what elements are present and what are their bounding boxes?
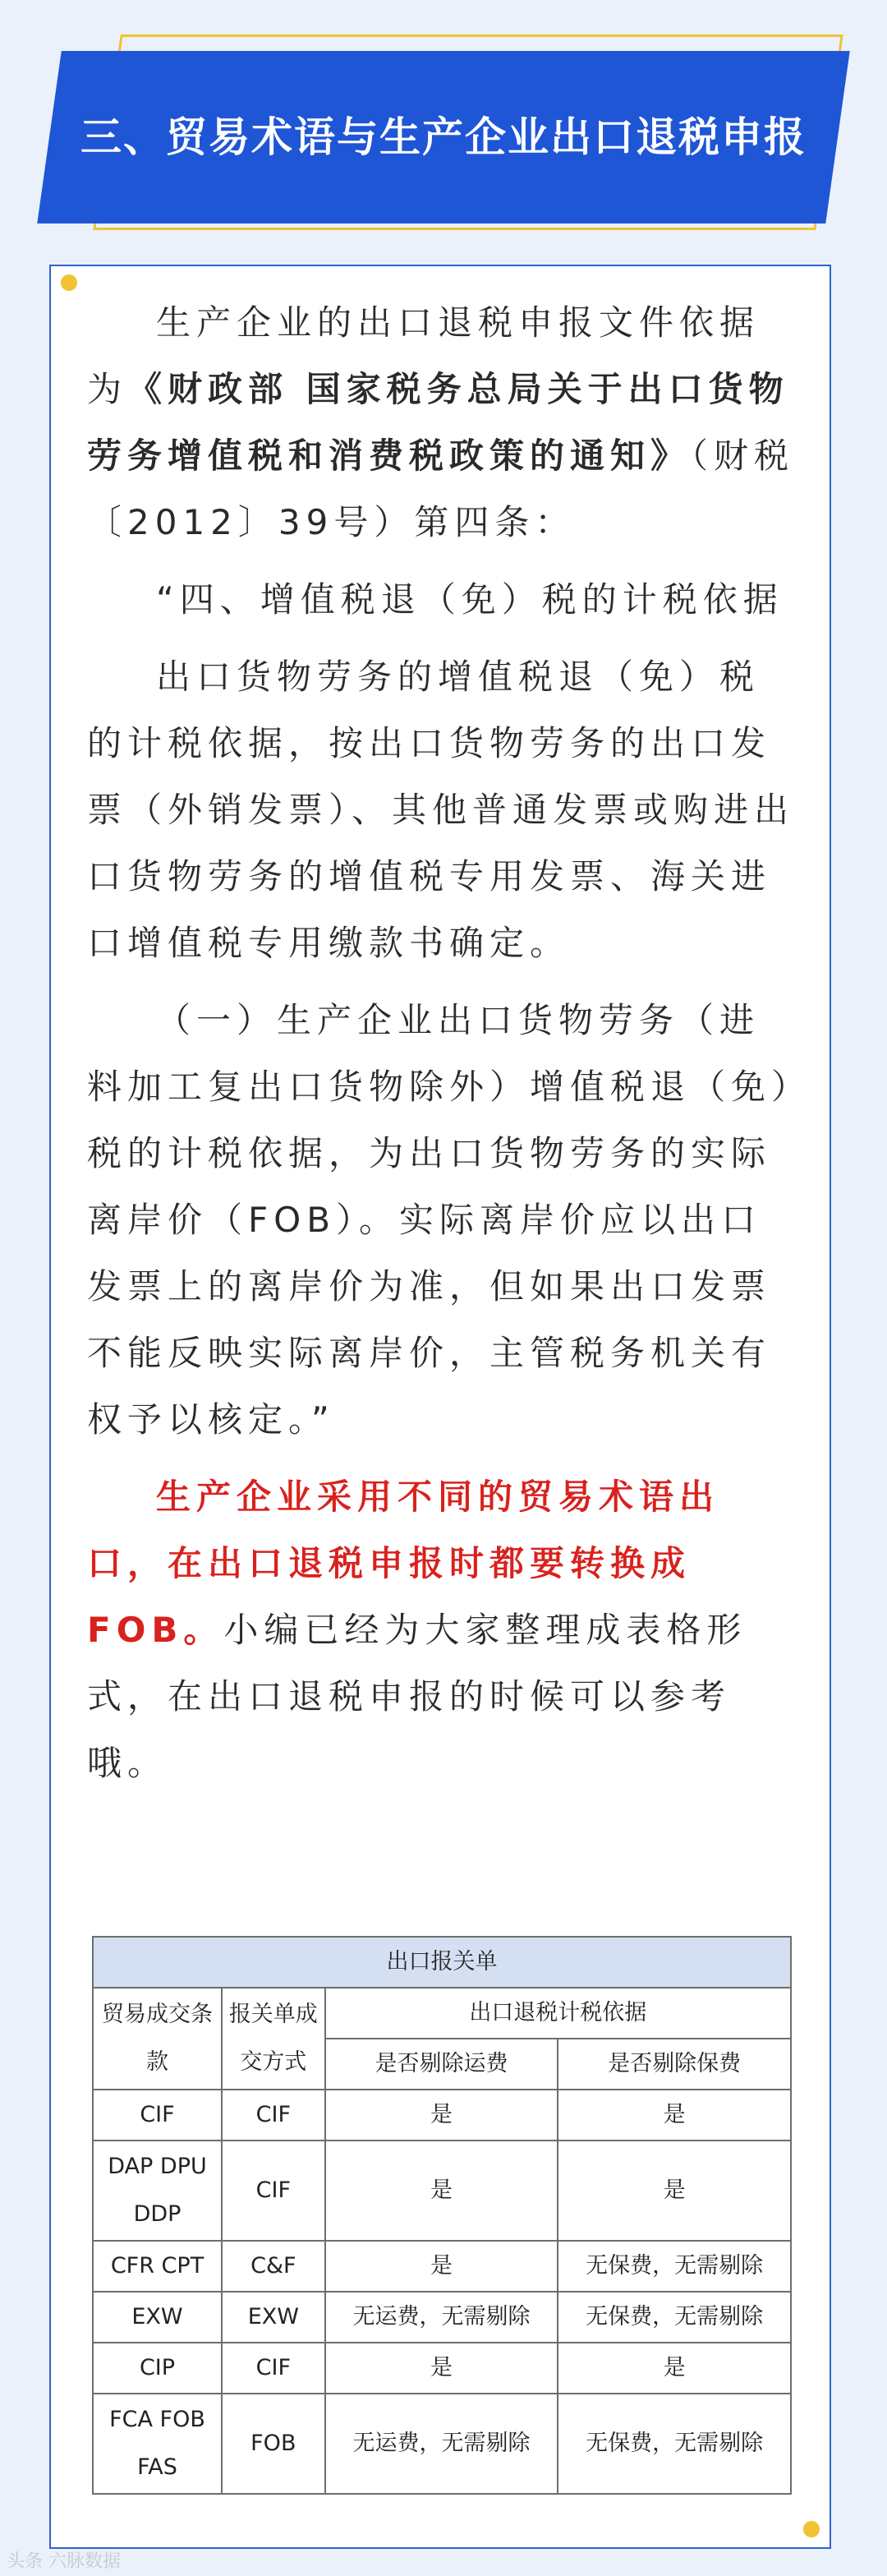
- table-row: [93, 2394, 791, 2494]
- cell-freight: 无运费，无需剔除: [325, 2292, 558, 2343]
- table-row: [93, 2343, 791, 2394]
- decorative-dot-bottom: [803, 2521, 820, 2537]
- cell-insurance: 无保费，无需剔除: [558, 2241, 791, 2292]
- cell-freight: 是: [325, 2090, 558, 2141]
- table-caption-row: [93, 1937, 791, 1988]
- section-title: 三、贸易术语与生产企业出口退税申报: [80, 113, 807, 161]
- header-tax-basis: 出口退税计税依据: [325, 1988, 791, 2039]
- paragraph-basis: [87, 289, 798, 555]
- cell-insurance: 是: [558, 2343, 791, 2394]
- table-header-row: [93, 1988, 791, 2039]
- highlight-text: 生产企业采用不同的贸易术语出口，在出口退税申报时都要转换成FOB。: [87, 1477, 720, 1650]
- table-caption: 出口报关单: [93, 1937, 791, 1988]
- cell-freight: 是: [325, 2343, 558, 2394]
- cell-mode: FOB: [222, 2394, 325, 2494]
- basis-intro-text: 生产企业的出口退税申报文件依据为: [87, 302, 761, 409]
- cell-insurance: 无保费，无需剔除: [558, 2394, 791, 2494]
- cell-term: CIF: [93, 2090, 222, 2141]
- decorative-dot-top: [61, 274, 77, 291]
- table-row: [93, 2090, 791, 2141]
- cell-term: EXW: [93, 2292, 222, 2343]
- trade-terms-table: [92, 1936, 792, 2495]
- cell-mode: CIF: [222, 2141, 325, 2241]
- document-number-text: （财税〔2012〕39号）第四条：: [87, 435, 795, 542]
- cell-insurance: 无保费，无需剔除: [558, 2292, 791, 2343]
- table-row: [93, 2141, 791, 2241]
- paragraph-quote-heading: “四、增值税退（免）税的计税依据: [156, 579, 784, 620]
- header-declaration-mode: 报关单成交方式: [222, 1988, 325, 2090]
- summary-text: 小编已经为大家整理成表格形式，在出口退税申报的时候可以参考哦。: [87, 1610, 747, 1783]
- cell-term: DAP DPU DDP: [93, 2141, 222, 2241]
- table-row: [93, 2292, 791, 2343]
- paragraph-basis-rule: 出口货物劳务的增值税退（免）税的计税依据，按出口货物劳务的出口发票（外销发票）、其他普通发票或购进出口货物劳务的增值税专用发票、海关进口增值税专用缴款书确定。: [87, 657, 795, 963]
- cell-freight: 无运费，无需剔除: [325, 2394, 558, 2494]
- cell-mode: CIF: [222, 2090, 325, 2141]
- header-freight: 是否剔除运费: [325, 2039, 558, 2090]
- cell-term: CIP: [93, 2343, 222, 2394]
- paragraph-fob-rule: （一）生产企业出口货物劳务（进料加工复出口货物除外）增值税退（免）税的计税依据，为出口货物劳务的实际离岸价（FOB）。实际离岸价应以出口发票上的离岸价为准，但如果出口发票不能反映实际离岸价，主管税务机关有权予以核定。”: [87, 1000, 795, 1440]
- cell-insurance: 是: [558, 2090, 791, 2141]
- cell-term: CFR CPT: [93, 2241, 222, 2292]
- document-title-text: 《财政部 国家税务总局关于出口货物劳务增值税和消费税政策的通知》: [87, 369, 789, 476]
- cell-freight: 是: [325, 2241, 558, 2292]
- article-body: [87, 289, 798, 1807]
- cell-freight: 是: [325, 2141, 558, 2241]
- cell-insurance: 是: [558, 2141, 791, 2241]
- watermark-text: 头条 六脉数据: [7, 2551, 121, 2572]
- cell-mode: C&F: [222, 2241, 325, 2292]
- cell-mode: CIF: [222, 2343, 325, 2394]
- table-row: [93, 2241, 791, 2292]
- cell-mode: EXW: [222, 2292, 325, 2343]
- header-trade-term: 贸易成交条款: [93, 1988, 222, 2090]
- header-insurance: 是否剔除保费: [558, 2039, 791, 2090]
- cell-term: FCA FOB FAS: [93, 2394, 222, 2494]
- paragraph-summary: [87, 1463, 798, 1796]
